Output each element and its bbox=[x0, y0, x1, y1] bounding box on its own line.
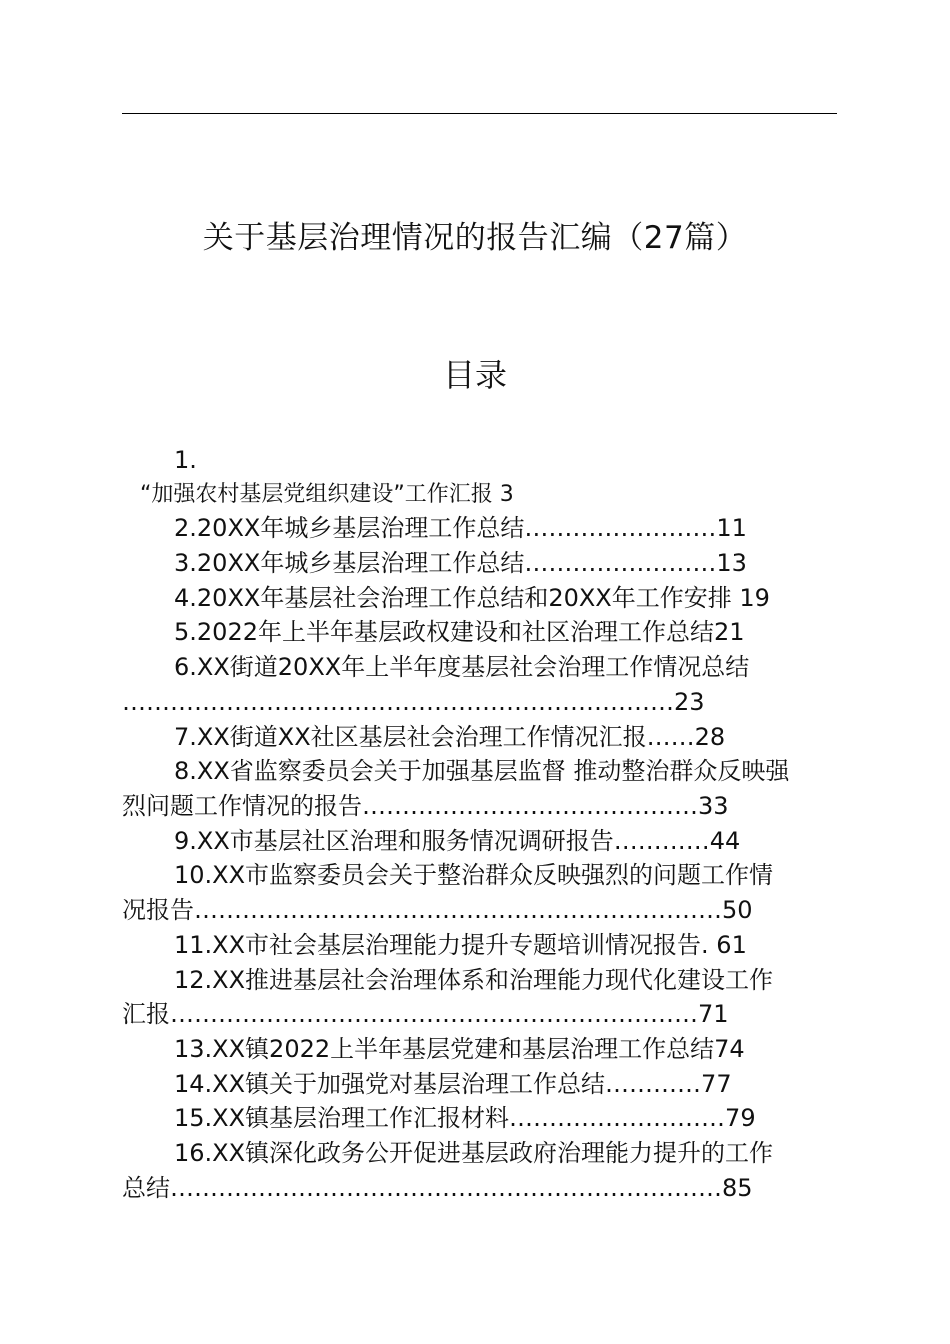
toc-entry-10-line-2[interactable]: 况报告…………………………………………………………50 bbox=[122, 896, 753, 924]
toc-entry-2[interactable]: 2.20XX年城乡基层治理工作总结……………………11 bbox=[174, 514, 747, 542]
toc-entry-3[interactable]: 3.20XX年城乡基层治理工作总结……………………13 bbox=[174, 549, 747, 577]
toc-entry-7[interactable]: 7.XX街道XX社区基层社会治理工作情况汇报……28 bbox=[174, 723, 726, 751]
toc-entry-13[interactable]: 13.XX镇2022上半年基层党建和基层治理工作总结74 bbox=[174, 1035, 745, 1063]
header-rule bbox=[122, 113, 837, 114]
toc-entry-11[interactable]: 11.XX市社会基层治理能力提升专题培训情况报告. 61 bbox=[174, 931, 747, 959]
toc-entry-8-line-1[interactable]: 8.XX省监察委员会关于加强基层监督 推动整治群众反映强 bbox=[174, 757, 790, 785]
toc-entry-8-line-2[interactable]: 烈问题工作情况的报告……………………………………33 bbox=[122, 792, 729, 820]
toc-entry-10-line-1[interactable]: 10.XX市监察委员会关于整治群众反映强烈的问题工作情 bbox=[174, 861, 774, 889]
toc-entry-6-line-1[interactable]: 6.XX街道20XX年上半年度基层社会治理工作情况总结 bbox=[174, 653, 750, 681]
toc-entry-1-line-1[interactable]: 1. bbox=[174, 446, 197, 474]
toc-heading: 目录 bbox=[442, 356, 507, 394]
toc-entry-12-line-2[interactable]: 汇报…………………………………………………………71 bbox=[122, 1000, 729, 1028]
document-title: 关于基层治理情况的报告汇编（27篇） bbox=[202, 220, 748, 256]
toc-entry-16-line-1[interactable]: 16.XX镇深化政务公开促进基层政府治理能力提升的工作 bbox=[174, 1139, 774, 1167]
toc-entry-12-line-1[interactable]: 12.XX推进基层社会治理体系和治理能力现代化建设工作 bbox=[174, 966, 774, 994]
toc-entry-9[interactable]: 9.XX市基层社区治理和服务情况调研报告…………44 bbox=[174, 827, 741, 855]
toc-entry-6-line-2[interactable]: ……………………………………………………………23 bbox=[122, 688, 705, 716]
toc-entry-1-line-2[interactable]: “加强农村基层党组织建设”工作汇报 3 bbox=[140, 482, 514, 507]
toc-entry-5[interactable]: 5.2022年上半年基层政权建设和社区治理工作总结21 bbox=[174, 618, 745, 646]
toc-entry-15[interactable]: 15.XX镇基层治理工作汇报材料………………………79 bbox=[174, 1104, 756, 1132]
toc-entry-4[interactable]: 4.20XX年基层社会治理工作总结和20XX年工作安排 19 bbox=[174, 584, 770, 612]
toc-entry-16-line-2[interactable]: 总结……………………………………………………………85 bbox=[122, 1174, 753, 1202]
toc-entry-14[interactable]: 14.XX镇关于加强党对基层治理工作总结…………77 bbox=[174, 1070, 732, 1098]
